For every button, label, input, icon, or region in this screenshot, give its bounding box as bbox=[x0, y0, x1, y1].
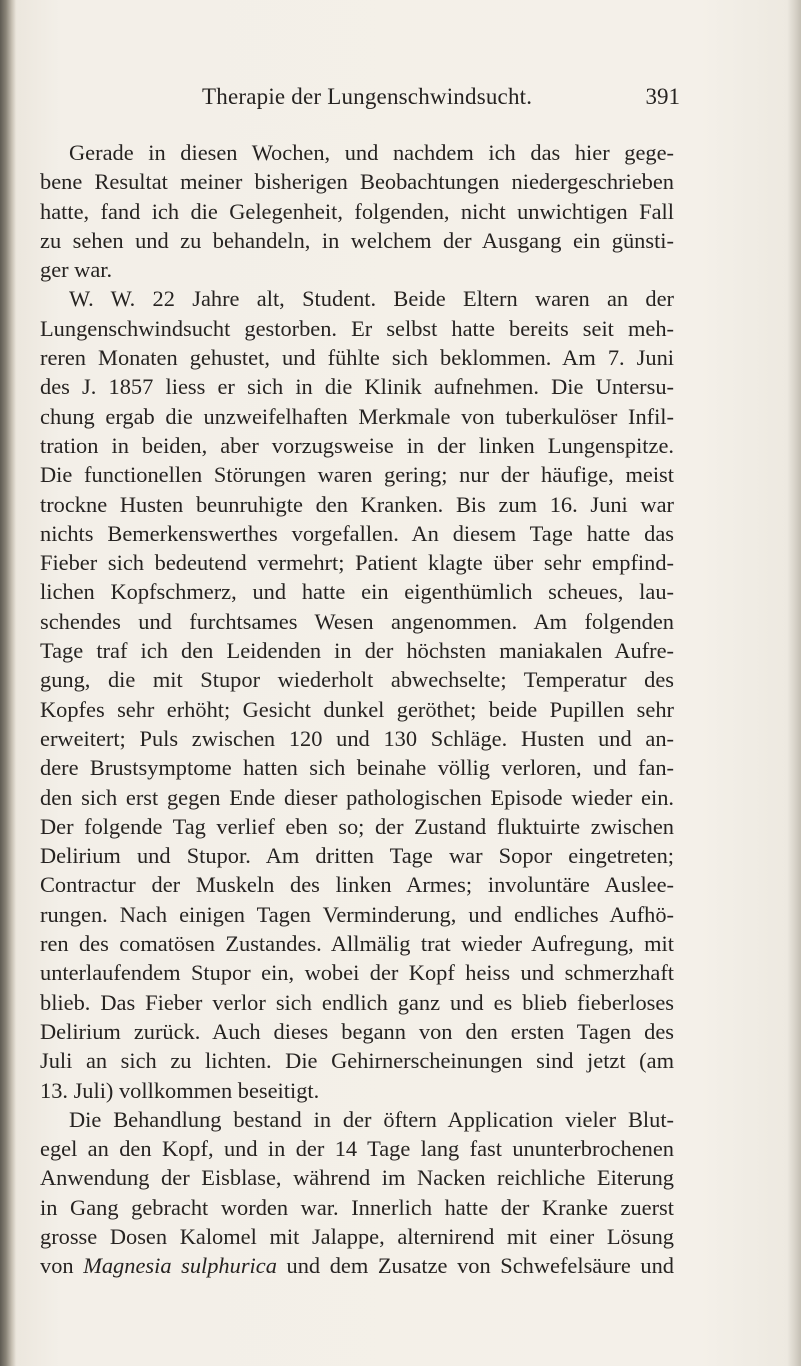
text-line: zu sehen und zu behandeln, in welchem der Ausgang ein günsti- bbox=[40, 227, 674, 253]
running-head-title: Therapie der Lungenschwindsucht. bbox=[202, 84, 533, 109]
text-line: des J. 1857 liess er sich in die Klinik aufnehmen. Die Untersu- bbox=[40, 374, 674, 400]
text-line: Die Behandlung bestand in der öftern Application vieler Blut- bbox=[69, 1106, 674, 1132]
text-line: blieb. Das Fieber verlor sich endlich ganz und es blieb fieberloses bbox=[40, 989, 674, 1015]
text-line: grosse Dosen Kalomel mit Jalappe, alternirend mit einer Lösung bbox=[40, 1223, 674, 1249]
text-line: den sich erst gegen Ende dieser pathologischen Episode wieder ein. bbox=[40, 784, 674, 810]
text-line: Anwendung der Eisblase, während im Nacken reichliche Eiterung bbox=[40, 1165, 674, 1191]
text-line: Kopfes sehr erhöht; Gesicht dunkel geröthet; beide Pupillen sehr bbox=[40, 696, 674, 722]
text-line: bene Resultat meiner bisherigen Beobachtungen niedergeschrieben bbox=[40, 169, 674, 195]
text-line: reren Monaten gehustet, und fühlte sich beklommen. Am 7. Juni bbox=[40, 345, 674, 371]
text-line: Der folgende Tag verlief eben so; der Zustand fluktuirte zwischen bbox=[40, 813, 674, 839]
text-line: Lungenschwindsucht gestorben. Er selbst hatte bereits seit meh- bbox=[40, 315, 674, 341]
text-line: lichen Kopfschmerz, und hatte ein eigenthümlich scheues, lau- bbox=[40, 579, 674, 605]
text-line: W. W. 22 Jahre alt, Student. Beide Eltern waren an der bbox=[69, 286, 674, 312]
text-line: 13. Juli) vollkommen beseitigt. bbox=[40, 1077, 320, 1103]
text-segment: und dem Zusatze von Schwefelsäure und bbox=[276, 1253, 674, 1279]
text-line: tration in beiden, aber vorzugsweise in der linken Lungenspitze. bbox=[40, 432, 674, 458]
text-line: Juli an sich zu lichten. Die Gehirnerscheinungen sind jetzt (am bbox=[40, 1048, 674, 1074]
text-line: trockne Husten beunruhigte den Kranken. Bis zum 16. Juni war bbox=[40, 491, 674, 517]
italic-term: Magnesia sulphurica bbox=[83, 1253, 277, 1279]
page-edge-shadow bbox=[787, 0, 801, 1366]
text-line: in Gang gebracht worden war. Innerlich hatte der Kranke zuerst bbox=[40, 1194, 674, 1220]
text-line: chung ergab die unzweifelhaften Merkmale von tuberkulöser Infil- bbox=[40, 403, 674, 429]
text-segment: von bbox=[40, 1253, 84, 1279]
text-line: Delirium und Stupor. Am dritten Tage war Sopor eingetreten; bbox=[40, 843, 674, 869]
text-line bbox=[40, 1251, 674, 1280]
text-line: gung, die mit Stupor wiederholt abwechselte; Temperatur des bbox=[40, 667, 674, 693]
running-head bbox=[202, 82, 680, 112]
text-line: Fieber sich bedeutend vermehrt; Patient klagte über sehr empfind- bbox=[40, 550, 674, 576]
page-number: 391 bbox=[645, 84, 680, 109]
text-line: Delirium zurück. Auch dieses begann von den ersten Tagen des bbox=[40, 1018, 674, 1044]
text-line: schendes und furchtsames Wesen angenommen. Am folgenden bbox=[40, 608, 674, 634]
text-line: Tage traf ich den Leidenden in der höchsten maniakalen Aufre- bbox=[40, 638, 674, 664]
text-line: Gerade in diesen Wochen, und nachdem ich das hier gege- bbox=[69, 140, 674, 165]
text-line: dere Brustsymptome hatten sich beinahe völlig verloren, und fan- bbox=[40, 755, 674, 781]
text-line: erweitert; Puls zwischen 120 und 130 Schläge. Husten und an- bbox=[40, 725, 674, 751]
text-line: ren des comatösen Zustandes. Allmälig trat wieder Aufregung, mit bbox=[40, 931, 674, 957]
body-text bbox=[40, 138, 674, 1281]
text-line: rungen. Nach einigen Tagen Verminderung, und endliches Aufhö- bbox=[40, 901, 674, 927]
text-line: Contractur der Muskeln des linken Armes; involuntäre Auslee- bbox=[40, 872, 674, 898]
text-line: unterlaufendem Stupor ein, wobei der Kopf heiss und schmerzhaft bbox=[40, 960, 674, 986]
text-line: ger war. bbox=[40, 257, 113, 283]
text-line: Die functionellen Störungen waren gering; nur der häufige, meist bbox=[40, 462, 674, 488]
text-line: egel an den Kopf, und in der 14 Tage lang fast ununterbrochenen bbox=[40, 1136, 674, 1162]
text-line: hatte, fand ich die Gelegenheit, folgenden, nicht unwichtigen Fall bbox=[40, 198, 674, 224]
text-line: nichts Bemerkenswerthes vorgefallen. An diesem Tage hatte das bbox=[40, 520, 674, 546]
page-gutter-shadow bbox=[0, 0, 16, 1366]
